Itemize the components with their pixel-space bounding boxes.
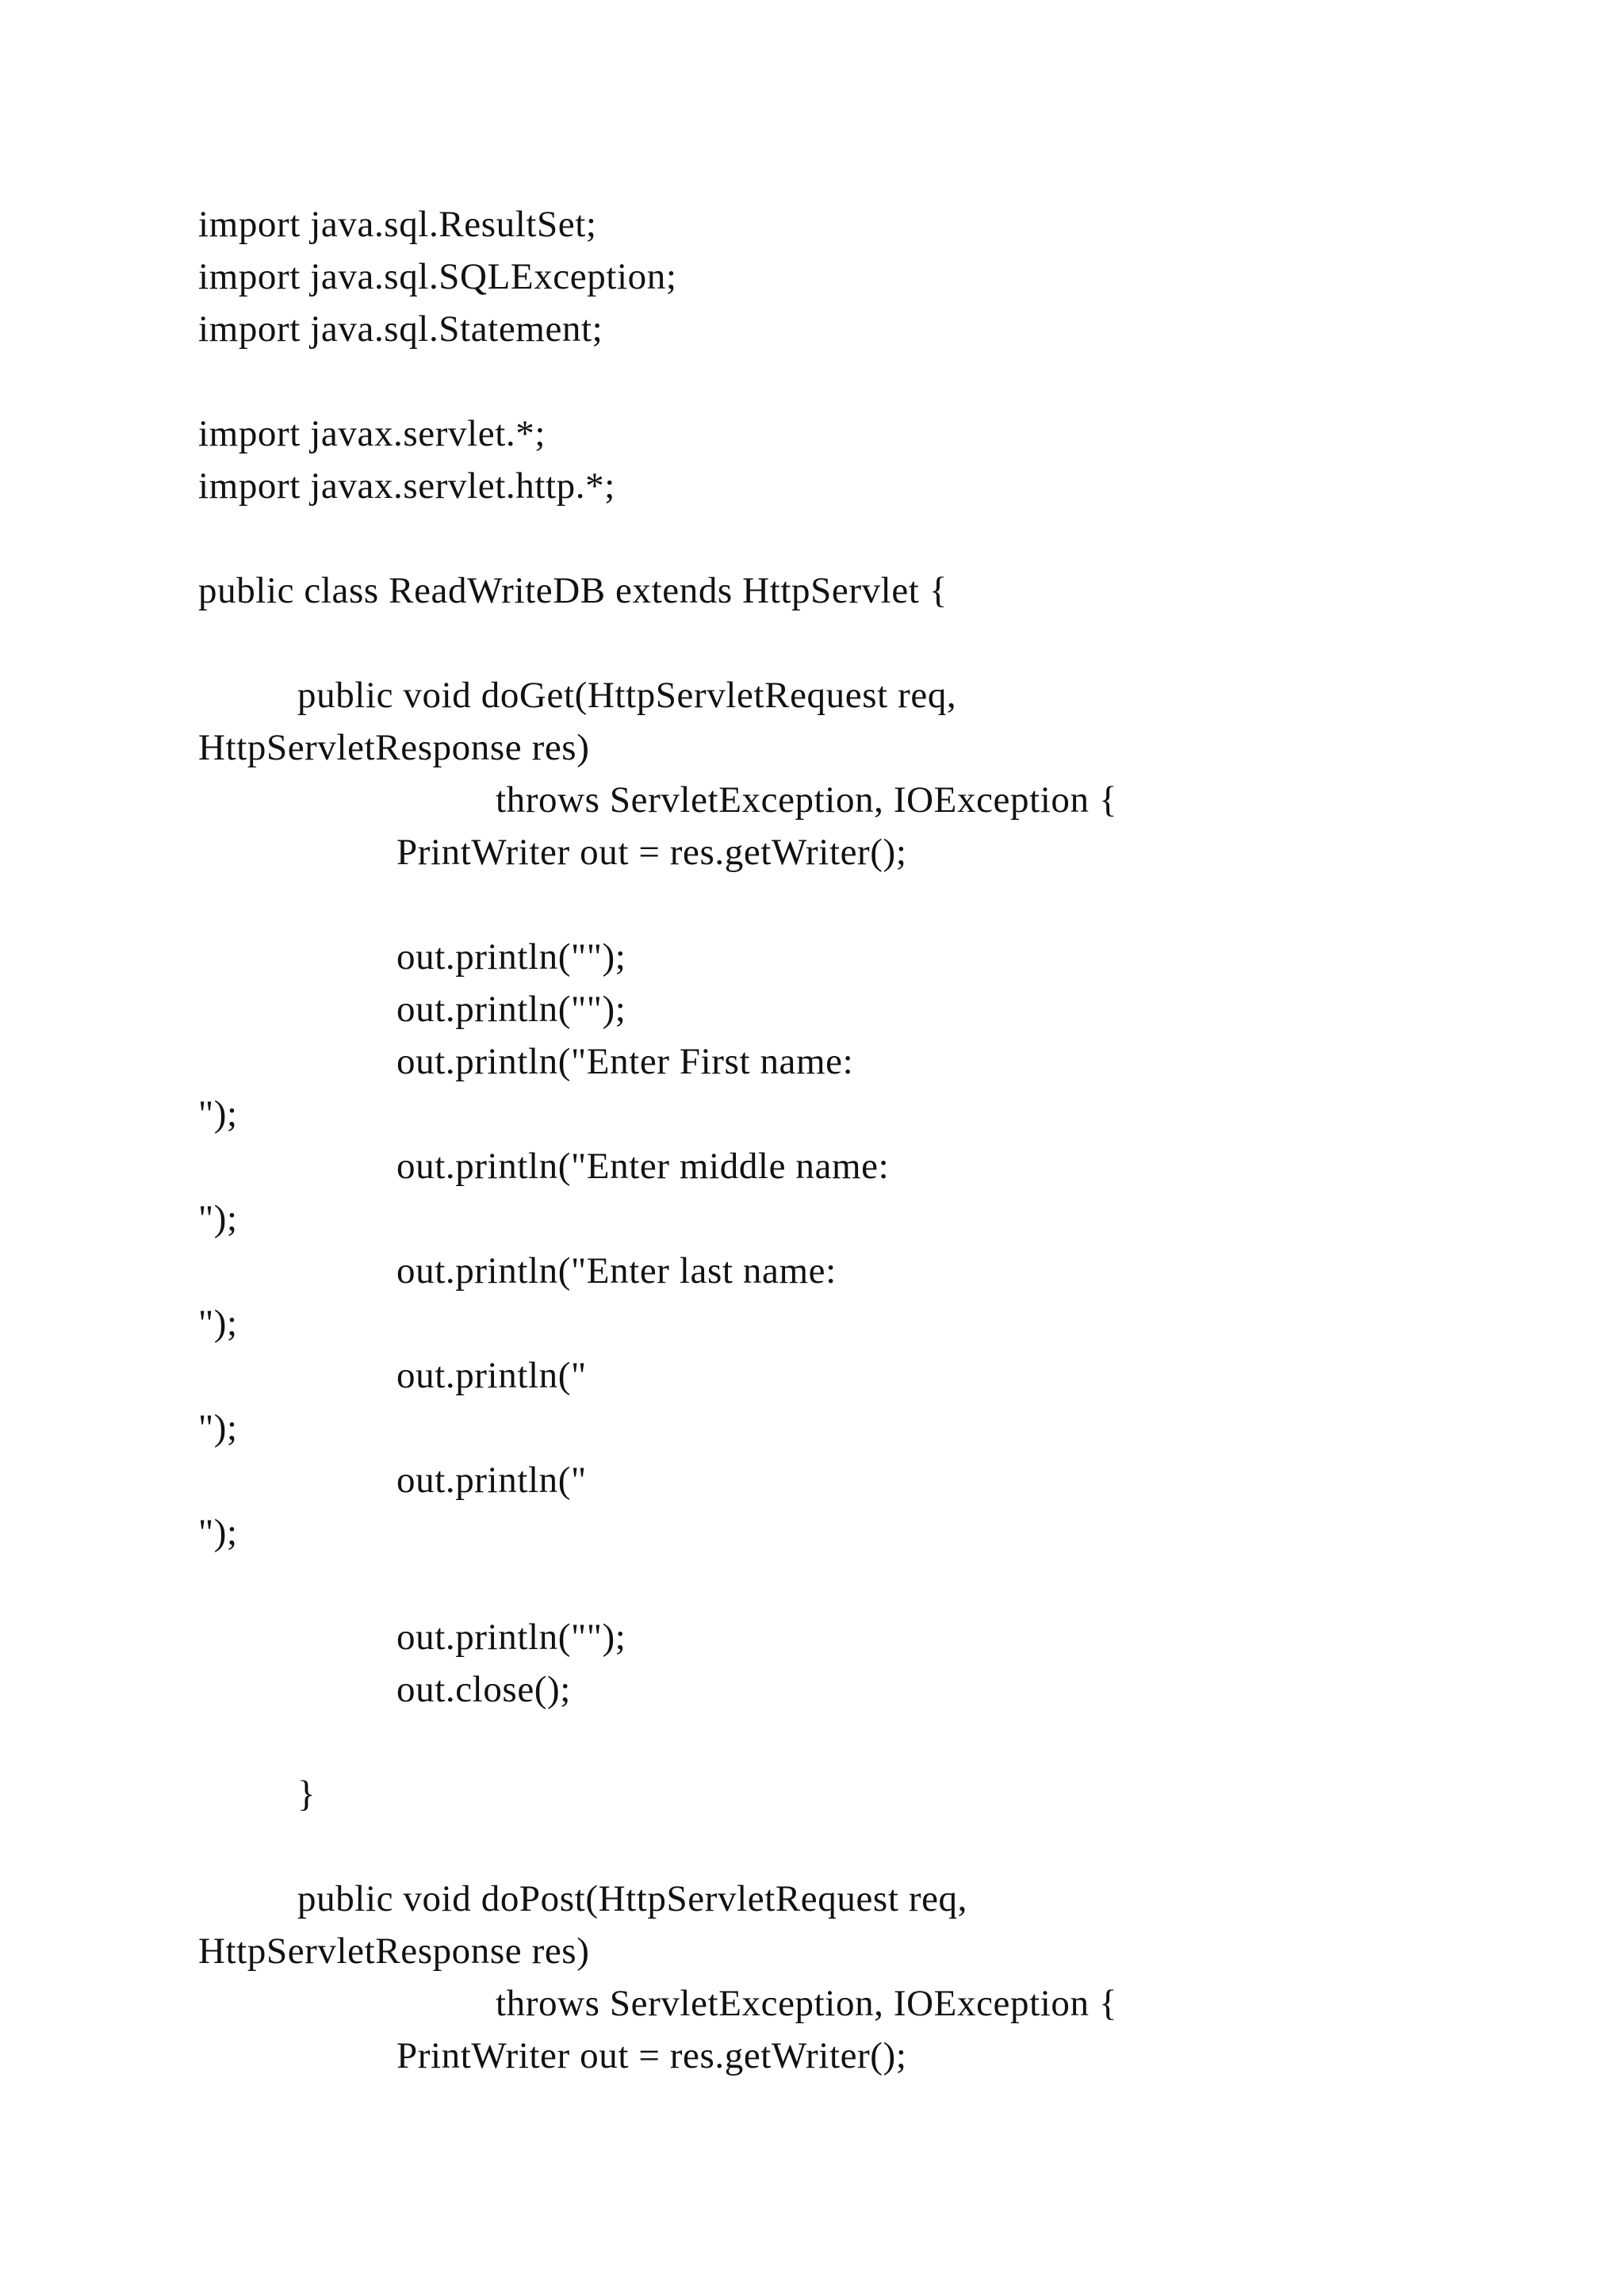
code-line: HttpServletResponse res)	[198, 727, 590, 768]
code-line: out.println("");	[396, 936, 626, 978]
code-line: public void doGet(HttpServletRequest req,	[297, 675, 957, 716]
java-code-block	[198, 198, 1435, 2082]
code-line: import java.sql.ResultSet;	[198, 204, 597, 245]
code-line: PrintWriter out = res.getWriter();	[396, 2035, 907, 2076]
code-line: public void doPost(HttpServletRequest req,	[297, 1878, 967, 1919]
code-line: out.println("	[396, 1460, 587, 1501]
code-line: import javax.servlet.http.*;	[198, 465, 615, 507]
blank-line	[198, 878, 1435, 931]
code-line: out.println("Enter last name:	[396, 1250, 837, 1292]
code-line: PrintWriter out = res.getWriter();	[396, 832, 907, 873]
code-line: out.close();	[396, 1669, 571, 1710]
code-line: ");	[198, 1512, 238, 1553]
blank-line	[198, 1559, 1435, 1611]
code-line: HttpServletResponse res)	[198, 1931, 590, 1972]
code-line: ");	[198, 1407, 238, 1448]
code-line: ");	[198, 1198, 238, 1239]
code-line: public class ReadWriteDB extends HttpServlet {	[198, 570, 948, 611]
code-line: import java.sql.Statement;	[198, 308, 603, 350]
code-line: out.println("Enter middle name:	[396, 1146, 890, 1187]
code-line: }	[297, 1774, 316, 1815]
code-line: import java.sql.SQLException;	[198, 256, 677, 297]
code-line: ");	[198, 1303, 238, 1344]
blank-line	[198, 1820, 1435, 1873]
code-line: out.println("Enter First name:	[396, 1041, 854, 1082]
code-line: out.println("	[396, 1355, 587, 1396]
blank-line	[198, 1716, 1435, 1768]
code-line: throws ServletException, IOException {	[496, 1983, 1118, 2024]
blank-line	[198, 355, 1435, 408]
code-line: out.println("");	[396, 1617, 626, 1658]
code-line: ");	[198, 1093, 238, 1135]
blank-line	[198, 512, 1435, 564]
code-line: import javax.servlet.*;	[198, 413, 546, 454]
code-line: out.println("");	[396, 989, 626, 1030]
code-line: throws ServletException, IOException {	[496, 779, 1118, 821]
blank-line	[198, 617, 1435, 669]
